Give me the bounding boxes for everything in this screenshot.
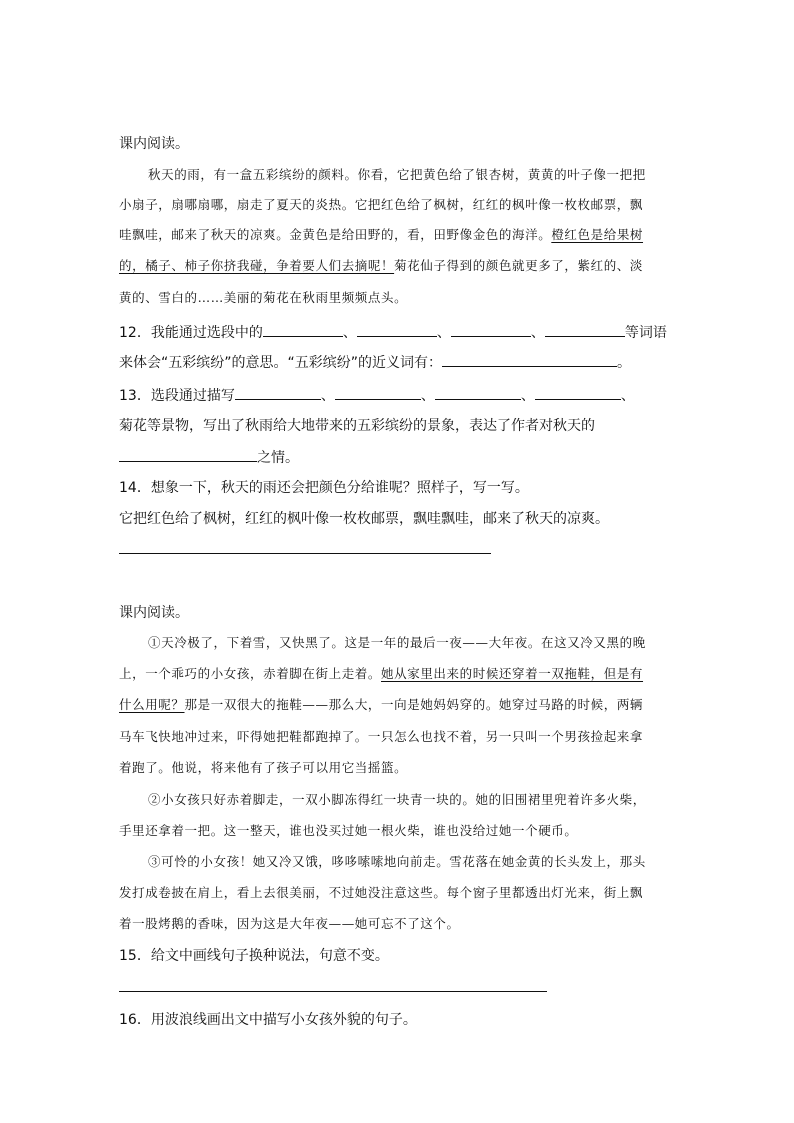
passage1-line4-text: 菊花仙子得到的颜色就更多了，紫红的、淡 (394, 258, 644, 273)
separator: 、 (342, 325, 357, 341)
passage1-line3-text: 哇飘哇，邮来了秋天的凉爽。金黄色是给田野的，看，田野像金色的海洋。 (119, 227, 552, 242)
answer-blank[interactable] (357, 322, 437, 337)
passage1-line5: 黄的、雪白的……美丽的菊花在秋雨里频频点头。 (119, 290, 408, 305)
section2-heading: 课内阅读。 (119, 605, 189, 621)
answer-blank[interactable] (442, 352, 617, 367)
p1-line5: 着跑了。他说，将来他有了孩子可以用它当摇篮。 (119, 760, 408, 775)
underlined-sentence-start: 她从家里出来的时候还穿着一双拖鞋，但是有 (381, 666, 644, 681)
answer-blank[interactable] (119, 447, 257, 462)
answer-blank[interactable] (335, 385, 421, 400)
question-13-suffix: 之情。 (257, 450, 299, 466)
question-14-example: 它把红色给了枫树，红红的枫叶像一枚枚邮票，飘哇飘哇，邮来了秋天的凉爽。 (119, 511, 609, 527)
separator: 、 (436, 325, 451, 341)
question-13-text: 13．选段通过描写 (119, 388, 235, 404)
underlined-sentence-end: 什么用呢？ (119, 697, 185, 712)
answer-blank[interactable] (235, 385, 321, 400)
p1-line1: ①天冷极了，下着雪，又快黑了。这是一年的最后一夜——大年夜。在这又冷又黑的晚 (148, 635, 646, 650)
question-12-text: 12．我能通过选段中的 (119, 325, 263, 341)
p3-line1: ③可怜的小女孩！她又冷又饿，哆哆嗦嗦地向前走。雪花落在她金黄的长头发上，那头 (148, 854, 646, 869)
question-16: 16．用波浪线画出文中描写小女孩外貌的句子。 (119, 1012, 417, 1028)
question-15: 15．给文中画线句子换种说法，句意不变。 (119, 948, 389, 964)
separator: 、 (620, 388, 635, 404)
section1-heading: 课内阅读。 (119, 136, 189, 152)
separator: 、 (520, 388, 535, 404)
passage1-line3 (119, 225, 643, 245)
p3-line3: 着一股烤鹅的香味，因为这是大年夜——她可忘不了这个。 (119, 916, 460, 931)
answer-blank[interactable] (451, 322, 531, 337)
answer-line[interactable] (119, 991, 547, 992)
p1-line4: 马车飞快地冲过来，吓得她把鞋都跑掉了。一只怎么也找不着，另一只叫一个男孩捡起来拿 (119, 729, 644, 744)
passage1-line2: 小扇子，扇哪扇哪，扇走了夏天的炎热。它把红色给了枫树，红红的枫叶像一枚枚邮票，飘 (119, 197, 644, 212)
question-12-suffix: 等词语 (624, 325, 667, 341)
separator: 、 (420, 388, 435, 404)
question-12-text-2: 来体会“五彩缤纷”的意思。“五彩缤纷”的近义词有： (119, 355, 443, 371)
answer-blank[interactable] (545, 322, 625, 337)
passage1-line1: 秋天的雨，有一盒五彩缤纷的颜料。你看，它把黄色给了银杏树，黄黄的叶子像一把把 (148, 167, 646, 182)
answer-blank[interactable] (435, 385, 521, 400)
question-13-line3 (119, 447, 299, 468)
answer-line[interactable] (119, 553, 491, 554)
passage1-line4 (119, 256, 643, 276)
separator: 、 (530, 325, 545, 341)
answer-blank[interactable] (535, 385, 621, 400)
p1-line2-text: 上，一个乖巧的小女孩，赤着脚在街上走着。 (119, 666, 382, 681)
question-12-line2 (119, 352, 631, 373)
question-13-line1 (119, 385, 635, 406)
question-13-line2: 菊花等景物，写出了秋雨给大地带来的五彩缤纷的景象，表达了作者对秋天的 (119, 418, 595, 434)
question-12-line1 (119, 322, 667, 343)
answer-blank[interactable] (263, 322, 343, 337)
question-14: 14．想象一下，秋天的雨还会把颜色分给谁呢？照样子，写一写。 (119, 480, 529, 496)
separator: 、 (320, 388, 335, 404)
p1-line3 (119, 695, 643, 715)
p1-line2 (119, 664, 643, 684)
p2-line2: 手里还拿着一把。这一整天，谁也没买过她一根火柴，谁也没给过她一个硬币。 (119, 823, 578, 838)
period: 。 (617, 355, 632, 371)
p1-line3-text: 那是一双很大的拖鞋——那么大，一向是她妈妈穿的。她穿过马路的时候，两辆 (184, 697, 644, 712)
p3-line2: 发打成卷披在肩上，看上去很美丽，不过她没注意这些。每个窗子里都透出灯光来，街上飘 (119, 885, 644, 900)
underlined-sentence-start: 橙红色是给果树 (551, 227, 644, 242)
p2-line1: ②小女孩只好赤着脚走，一双小脚冻得红一块青一块的。她的旧围裙里兜着许多火柴， (148, 792, 646, 807)
underlined-sentence-end: 的，橘子、柿子你挤我碰，争着要人们去摘呢！ (119, 258, 395, 273)
